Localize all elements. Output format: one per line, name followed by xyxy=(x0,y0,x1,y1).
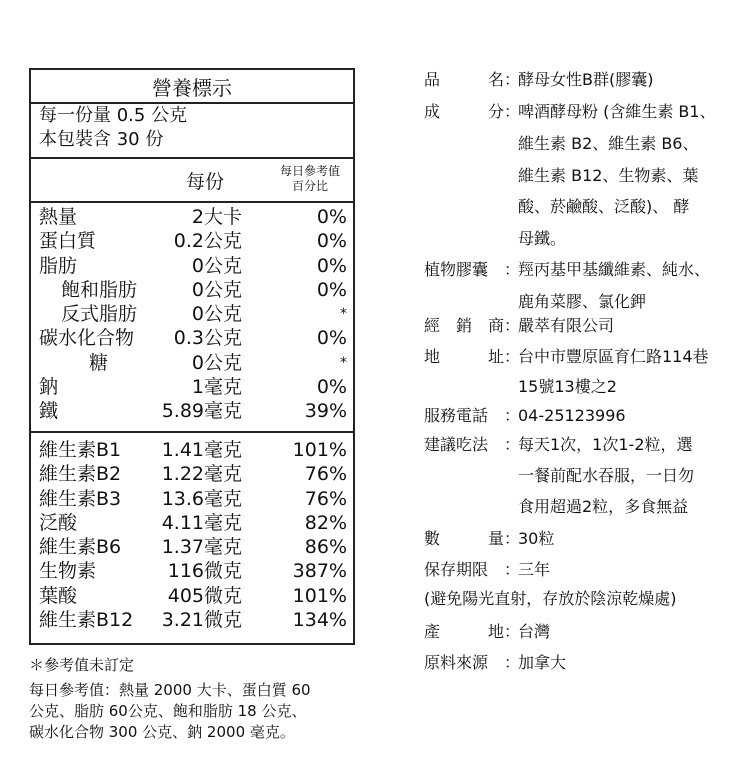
address-label: 地 址 xyxy=(424,347,504,366)
shelf-value: 三年 xyxy=(518,560,551,579)
nutrient-amount: 0.2公克 xyxy=(173,230,242,253)
vitamin-amount: 1.41毫克 xyxy=(161,439,242,461)
nutrient-amount: 0公克 xyxy=(191,254,242,277)
origin-label: 產 地 xyxy=(424,622,504,641)
nutrition-table xyxy=(29,68,355,645)
colon: ： xyxy=(504,316,521,335)
nutrient-name: 反式脂肪 xyxy=(61,303,138,326)
vitamin-daily-pct: 101% xyxy=(292,584,347,607)
nutrient-name: 脂肪 xyxy=(39,254,78,277)
vitamin-daily-pct: 86% xyxy=(304,536,347,559)
nutrient-daily-pct: 39% xyxy=(304,400,347,423)
quantity-label: 數 量 xyxy=(424,529,504,548)
colon: ： xyxy=(504,529,521,548)
nutrient-name: 鈉 xyxy=(39,376,59,399)
usage-label: 建議吃法 xyxy=(424,435,489,454)
storage-note: (避免陽光直射，存放於陰涼乾燥處) xyxy=(424,589,677,608)
nutrient-row xyxy=(31,278,353,302)
vitamin-amount: 13.6毫克 xyxy=(161,487,242,510)
colon: ： xyxy=(504,347,521,366)
vitamin-row xyxy=(31,487,353,511)
column-header-per-serving: 每份 xyxy=(186,171,225,193)
nutrient-amount: 0.3公克 xyxy=(173,327,242,350)
vitamin-name: 葉酸 xyxy=(39,584,78,607)
capsule-label: 植物膠囊 xyxy=(424,260,489,279)
nutrient-daily-pct: 0% xyxy=(316,376,347,399)
footnote-daily-reference-cont: 公克、脂肪 60公克、飽和脂肪 18 公克、 xyxy=(29,702,307,720)
vitamin-daily-pct: 387% xyxy=(292,560,347,583)
vitamin-amount: 4.11毫克 xyxy=(161,511,242,534)
vitamin-row xyxy=(31,535,353,559)
vitamin-row xyxy=(31,608,353,632)
ingredients-line: 啤酒酵母粉 (含維生素 B1、 xyxy=(518,102,716,121)
column-header-daily-value-line2: 百分比 xyxy=(291,179,328,193)
usage-line: 食用超過2粒，多食無益 xyxy=(518,497,689,516)
divider xyxy=(31,157,353,159)
vitamin-row xyxy=(31,584,353,608)
vitamin-row xyxy=(31,438,353,462)
nutrient-amount: 0公克 xyxy=(191,278,242,301)
quantity-value: 30粒 xyxy=(518,529,555,548)
vitamin-daily-pct: 101% xyxy=(292,439,347,461)
nutrient-amount: 0公克 xyxy=(191,351,242,374)
product-name-value: 酵母女性B群(膠囊) xyxy=(518,70,654,89)
servings-per-pack: 本包裝含 30 份 xyxy=(39,129,164,150)
colon: ： xyxy=(504,435,521,454)
vitamin-name: 維生素B3 xyxy=(39,487,122,510)
capsule-line: 羥丙基甲基纖維素、純水、 xyxy=(518,260,711,279)
address-line: 15號13樓之2 xyxy=(518,377,617,396)
nutrient-row xyxy=(31,205,353,229)
nutrient-name: 蛋白質 xyxy=(39,230,97,253)
distributor-value: 嚴萃有限公司 xyxy=(518,316,615,335)
serving-size: 每一份量 0.5 公克 xyxy=(39,105,188,126)
vitamin-amount: 3.21微克 xyxy=(161,609,242,632)
vitamin-name: 維生素B2 xyxy=(39,463,122,486)
address-line: 台中市豐原區育仁路114巷 xyxy=(518,347,709,366)
nutrient-name: 飽和脂肪 xyxy=(61,278,138,301)
vitamin-rows xyxy=(31,438,353,632)
vitamin-name: 泛酸 xyxy=(39,511,78,534)
vitamin-name: 維生素B12 xyxy=(39,609,134,632)
ingredients-line: 母鐵。 xyxy=(518,229,567,248)
ingredients-label: 成 分 xyxy=(424,102,504,121)
vitamin-amount: 1.37毫克 xyxy=(161,536,242,559)
vitamin-name: 維生素B6 xyxy=(39,536,122,559)
shelf-label: 保存期限 xyxy=(424,560,489,579)
colon: ： xyxy=(504,260,521,279)
vitamin-daily-pct: 76% xyxy=(304,487,347,510)
nutrient-row xyxy=(31,229,353,253)
vitamin-daily-pct: 76% xyxy=(304,463,347,486)
distributor-label: 經 銷 商 xyxy=(424,316,504,335)
nutrient-name: 鐵 xyxy=(39,400,59,423)
source-label: 原料來源 xyxy=(424,653,489,672)
main-nutrient-rows xyxy=(31,205,353,424)
nutrient-amount: 2大卡 xyxy=(191,206,242,228)
origin-value: 台灣 xyxy=(518,622,551,641)
colon: ： xyxy=(504,653,521,672)
vitamin-row xyxy=(31,511,353,535)
usage-line: 每天1次，1次1-2粒，選 xyxy=(518,435,693,454)
divider xyxy=(31,431,353,433)
nutrient-daily-pct: * xyxy=(340,354,347,371)
vitamin-row xyxy=(31,559,353,583)
nutrient-daily-pct: 0% xyxy=(316,206,347,228)
nutrient-name: 熱量 xyxy=(39,206,78,228)
vitamin-row xyxy=(31,462,353,486)
nutrition-title: 營養標示 xyxy=(152,76,232,100)
phone-value: 04-25123996 xyxy=(518,406,626,425)
usage-line: 一餐前配水吞服，一日勿 xyxy=(518,466,695,485)
footnote-daily-reference: 每日參考值：熱量 2000 大卡、蛋白質 60 xyxy=(29,681,311,699)
vitamin-amount: 405微克 xyxy=(167,584,242,607)
nutrient-row xyxy=(31,254,353,278)
nutrient-amount: 1毫克 xyxy=(191,376,242,399)
nutrient-row xyxy=(31,351,353,375)
vitamin-amount: 116微克 xyxy=(167,560,242,583)
nutrient-daily-pct: * xyxy=(340,306,347,323)
nutrient-daily-pct: 0% xyxy=(316,327,347,350)
footnote-daily-reference-cont: 碳水化合物 300 公克、鈉 2000 毫克。 xyxy=(29,723,295,741)
colon: ： xyxy=(504,406,521,425)
capsule-line: 鹿角菜膠、氯化鉀 xyxy=(518,292,647,311)
nutrient-row xyxy=(31,375,353,399)
nutrient-daily-pct: 0% xyxy=(316,230,347,253)
vitamin-name: 生物素 xyxy=(39,560,97,583)
colon: ： xyxy=(504,622,521,641)
nutrient-row xyxy=(31,399,353,423)
nutrient-name: 碳水化合物 xyxy=(39,327,135,350)
nutrient-daily-pct: 0% xyxy=(316,278,347,301)
column-header-daily-value-line1: 每日參考值 xyxy=(279,164,340,178)
vitamin-daily-pct: 82% xyxy=(304,511,347,534)
footnote-not-set: ＊參考值未訂定 xyxy=(29,656,135,674)
nutrient-amount: 0公克 xyxy=(191,303,242,326)
ingredients-line: 維生素 B12、生物素、葉 xyxy=(518,166,699,185)
nutrient-name: 糖 xyxy=(89,351,109,374)
nutrient-amount: 5.89毫克 xyxy=(161,400,242,423)
product-name-label: 品 名 xyxy=(424,70,504,89)
ingredients-line: 維生素 B2、維生素 B6、 xyxy=(518,134,699,153)
nutrient-row xyxy=(31,302,353,326)
divider xyxy=(31,201,353,203)
colon: ： xyxy=(504,102,521,121)
source-value: 加拿大 xyxy=(518,653,567,672)
ingredients-line: 酸、菸鹼酸、泛酸)、 酵 xyxy=(518,197,690,216)
phone-label: 服務電話 xyxy=(424,406,489,425)
column-header-daily-value xyxy=(267,164,353,194)
vitamin-name: 維生素B1 xyxy=(39,439,122,461)
vitamin-daily-pct: 134% xyxy=(292,609,347,632)
colon: ： xyxy=(504,70,521,89)
nutrient-row xyxy=(31,326,353,350)
colon: ： xyxy=(504,560,521,579)
nutrient-daily-pct: 0% xyxy=(316,254,347,277)
vitamin-amount: 1.22毫克 xyxy=(161,463,242,486)
